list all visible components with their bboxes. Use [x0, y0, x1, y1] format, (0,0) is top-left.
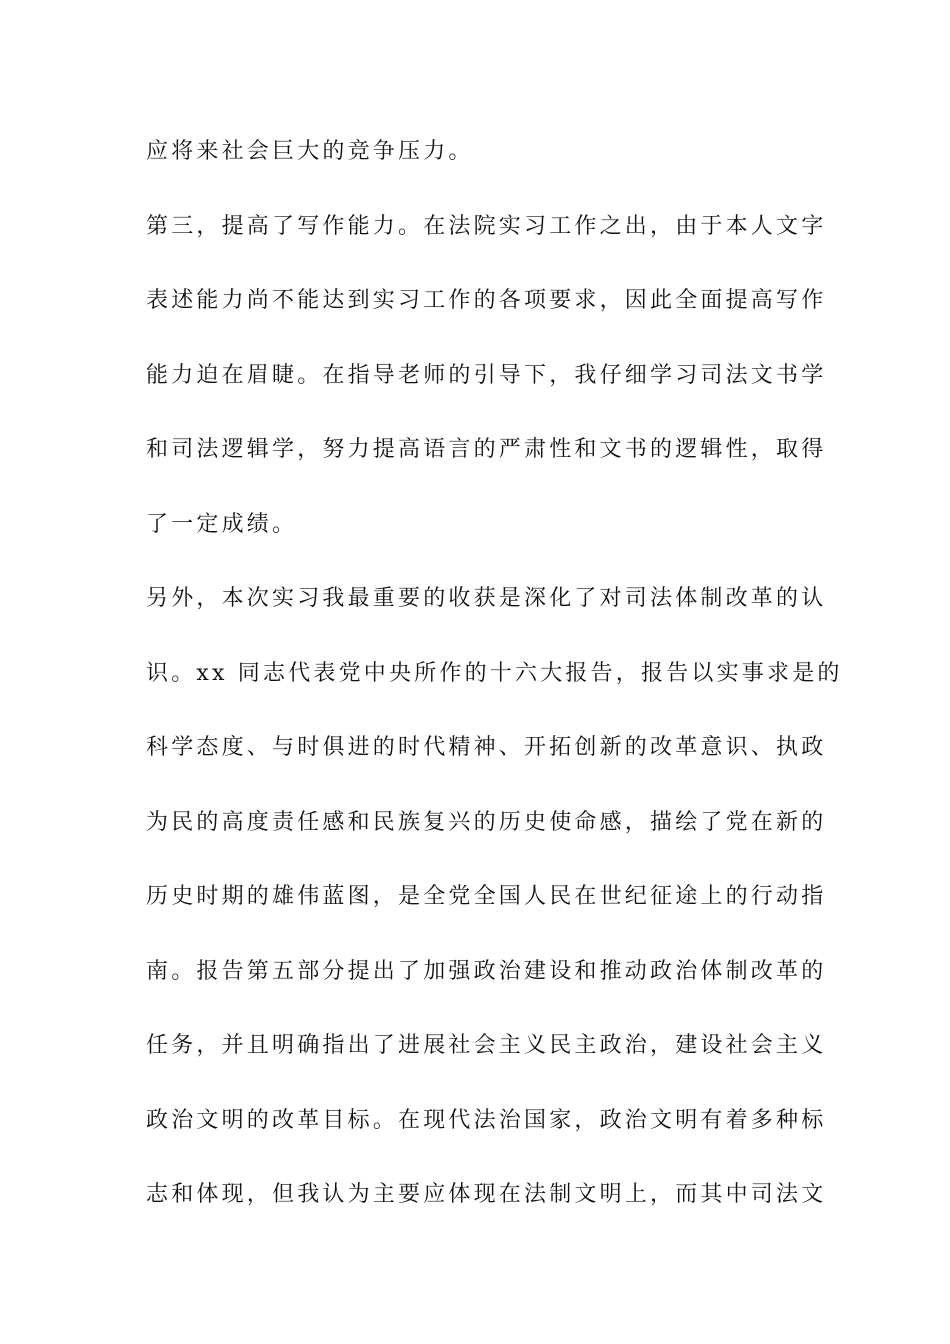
text-line: 识。xx 同志代表党中央所作的十六大报告，报告以实事求是的: [146, 660, 843, 686]
text-line: 南。报告第五部分提出了加强政治建设和推动政治体制改革的: [146, 958, 827, 984]
text-line: 志和体现，但我认为主要应体现在法制文明上，而其中司法文: [146, 1182, 827, 1207]
text-line: 科学态度、与时俱进的时代精神、开拓创新的改革意识、执政: [146, 735, 827, 760]
text-line: 能力迫在眉睫。在指导老师的引导下，我仔细学习司法文书学: [146, 362, 827, 388]
body-text: [146, 130, 843, 1248]
text-line: 历史时期的雄伟蓝图，是全党全国人民在世纪征途上的行动指: [146, 884, 827, 909]
text-line: 第三，提高了写作能力。在法院实习工作之出，由于本人文字: [146, 213, 827, 239]
text-line: 为民的高度责任感和民族复兴的历史使命感，描绘了党在新的: [146, 809, 827, 835]
text-line: 政治文明的改革目标。在现代法治国家，政治文明有着多种标: [146, 1107, 827, 1133]
text-line: 应将来社会巨大的竞争压力。: [146, 139, 474, 164]
text-line: 了一定成绩。: [146, 511, 298, 537]
text-line: 任务，并且明确指出了进展社会主义民主政治，建设社会主义: [146, 1033, 827, 1058]
text-line: 另外，本次实习我最重要的收获是深化了对司法体制改革的认: [146, 586, 827, 611]
text-line: 和司法逻辑学，努力提高语言的严肃性和文书的逻辑性，取得: [146, 437, 827, 462]
text-line: 表述能力尚不能达到实习工作的各项要求，因此全面提高写作: [146, 288, 827, 313]
